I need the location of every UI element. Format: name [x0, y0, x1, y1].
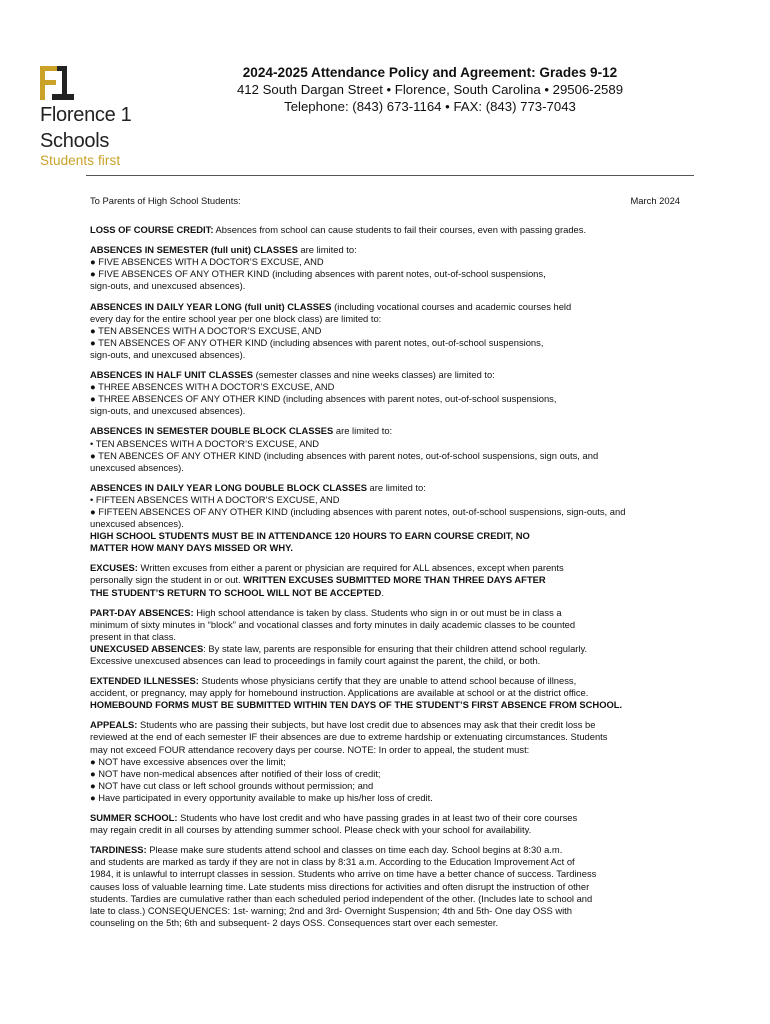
section-heading: UNEXCUSED ABSENCES [90, 642, 204, 654]
section-line: unexcused absences). [90, 461, 184, 473]
section-text: : By state law, parents are responsible for ensuring that their children attend school regularly. [203, 642, 588, 654]
section-heading: ABSENCES IN DAILY YEAR LONG DOUBLE BLOCK CLASSES [90, 481, 367, 493]
section-heading: ABSENCES IN DAILY YEAR LONG (full unit) CLASSES [90, 300, 332, 312]
section-heading: ABSENCES IN SEMESTER (full unit) CLASSES [90, 244, 298, 256]
section-line: ● THREE ABSENCES WITH A DOCTOR’S EXCUSE, AND [90, 381, 335, 393]
section-half-unit [90, 369, 680, 417]
section-line: every day for the entire school year per one block class) are limited to: [90, 312, 382, 324]
section-excuses [90, 562, 680, 598]
section-line: ● TEN ABENCES OF ANY OTHER KIND (including absences with parent notes, out-of-school suspensions, sign outs, and [90, 449, 599, 461]
section-line: late to class.) CONSEQUENCES: 1st- warning; 2nd and 3rd- Overnight Suspension; 4th and 5th- One day OSS with [90, 904, 573, 916]
section-part-day [90, 607, 680, 667]
section-line: reviewed at the end of each semester IF their absences are due to extreme hardship or extenuating circumstances. Students [90, 731, 608, 743]
policy-body [90, 195, 680, 929]
section-text: personally sign the student in or out. [90, 574, 244, 586]
section-text: Students who are passing their subjects, but have lost credit due to absences may ask that their credit loss be [137, 719, 596, 731]
section-line: present in that class. [90, 630, 176, 642]
section-line: ● THREE ABSENCES OF ANY OTHER KIND (including absences with parent notes, out-of-school suspensions, [90, 393, 557, 405]
section-summer-school [90, 812, 680, 836]
section-text: Absences from school can cause students to fail their courses, even with passing grades. [213, 224, 587, 236]
attendance-hours-notice: HIGH SCHOOL STUDENTS MUST BE IN ATTENDANCE 120 HOURS TO EARN COURSE CREDIT, NO [90, 530, 530, 542]
school-phone: Telephone: (843) 673-1164 • FAX: (843) 773-7043 [284, 99, 576, 114]
section-text: . [381, 586, 384, 598]
header-divider [86, 175, 694, 176]
excuse-deadline-notice: THE STUDENT’S RETURN TO SCHOOL WILL NOT BE ACCEPTED [90, 586, 382, 598]
section-text: Students who have lost credit and who have passing grades in at least two of their core courses [177, 812, 578, 824]
section-heading: APPEALS: [90, 719, 138, 731]
appeal-condition: ● Have participated in every opportunity available to make up his/her loss of credit. [90, 791, 433, 803]
section-line: Excessive unexcused absences can lead to proceedings in family court against the parent, the child, or both. [90, 655, 541, 666]
section-intro: (semester classes and nine weeks classes) are limited to: [253, 369, 495, 381]
document-title: 2024-2025 Attendance Policy and Agreement: Grades 9-12 [242, 65, 618, 80]
section-line: students. Tardies are cumulative rather than each scheduled period independent of the other. (Includes late to school and [90, 892, 593, 904]
appeal-condition: ● NOT have cut class or left school grounds without permission; and [90, 779, 374, 791]
section-line: ● TEN ABSENCES WITH A DOCTOR’S EXCUSE, AND [90, 324, 322, 336]
section-heading: TARDINESS: [90, 844, 147, 856]
section-line: and students are marked as tardy if they are not in class by 8:31 a.m. According to the Education Improvement Act of [90, 856, 575, 868]
section-line: • FIFTEEN ABSENCES WITH A DOCTOR’S EXCUSE, AND [90, 493, 340, 505]
section-heading: EXTENDED ILLNESSES: [90, 675, 199, 687]
appeal-condition: ● NOT have non-medical absences after notified of their loss of credit; [90, 767, 381, 779]
section-text: Students whose physicians certify that they are unable to attend school because of illness, [198, 675, 577, 687]
section-heading: EXCUSES: [90, 562, 138, 574]
section-line: ● FIVE ABSENCES WITH A DOCTOR’S EXCUSE, AND [90, 256, 324, 268]
section-line: ● FIVE ABSENCES OF ANY OTHER KIND (including absences with parent notes, out-of-school suspensions, [90, 268, 546, 280]
section-heading: ABSENCES IN HALF UNIT CLASSES [90, 369, 254, 381]
excuse-deadline-notice: WRITTEN EXCUSES SUBMITTED MORE THAN THREE DAYS AFTER [243, 574, 546, 586]
logo-name-line2: Schools [40, 130, 110, 152]
section-line: may not exceed FOUR attendance recovery days per course. NOTE: In order to appeal, the student must: [90, 743, 530, 755]
section-intro: are limited to: [297, 244, 357, 256]
section-appeals [90, 719, 680, 804]
appeal-condition: ● NOT have excessive absences over the limit; [90, 755, 286, 767]
section-intro: (including vocational courses and academic courses held [331, 300, 572, 312]
section-line: causes loss of valuable learning time. Late students miss directions for activities and often disrupt the instruction of other [90, 880, 590, 892]
section-intro: are limited to: [366, 481, 426, 493]
section-extended-illnesses [90, 675, 680, 711]
florence-one-logo-icon [40, 66, 74, 100]
section-line: ● FIFTEEN ABSENCES OF ANY OTHER KIND (including absences with parent notes, out-of-school suspensions, sign-outs, and [90, 505, 626, 517]
section-line: • TEN ABSENCES WITH A DOCTOR’S EXCUSE, AND [90, 437, 320, 449]
district-logo [40, 66, 150, 168]
homebound-notice: HOMEBOUND FORMS MUST BE SUBMITTED WITHIN TEN DAYS OF THE STUDENT’S FIRST ABSENCE FROM SCHOOL. [90, 699, 623, 711]
section-daily-double-block [90, 482, 680, 555]
attendance-hours-notice: MATTER HOW MANY DAYS MISSED OR WHY. [90, 542, 293, 554]
section-line: sign-outs, and unexcused absences). [90, 348, 246, 360]
section-text: Please make sure students attend school and classes on time each day. School begins at 8:30 a.m. [146, 844, 563, 856]
section-semester-double-block [90, 425, 680, 473]
section-heading: SUMMER SCHOOL: [90, 812, 178, 824]
section-semester-classes [90, 244, 680, 292]
section-intro: are limited to: [333, 425, 393, 437]
section-line: sign-outs, and unexcused absences). [90, 405, 246, 417]
school-address: 412 South Dargan Street • Florence, South Carolina • 29506-2589 [236, 82, 624, 97]
letter-topline [90, 195, 680, 207]
letter-date: March 2024 [630, 195, 680, 206]
section-line: unexcused absences). [90, 518, 184, 530]
section-line: minimum of sixty minutes in “block” and vocational classes and forty minutes in daily academic classes to be counted [90, 618, 576, 630]
section-line: counseling on the 5th; 6th and subsequent- 2 days OSS. Consequences start over each semester. [90, 916, 499, 928]
section-line: sign-outs, and unexcused absences). [90, 280, 246, 292]
section-heading: ABSENCES IN SEMESTER DOUBLE BLOCK CLASSES [90, 425, 334, 437]
document-header [160, 64, 700, 115]
section-line: 1984, it is unlawful to interrupt classes in session. Students who arrive on time have a better chance of success. Tardiness [90, 868, 597, 880]
section-line: ● TEN ABSENCES OF ANY OTHER KIND (including absences with parent notes, out-of-school suspensions, [90, 336, 544, 348]
section-text: High school attendance is taken by class. Students who sign in or out must be in class a [193, 606, 562, 618]
logo-tagline: Students first [40, 153, 121, 168]
section-line: may regain credit in all courses by attending summer school. Please check with your school for availability. [90, 824, 532, 836]
salutation: To Parents of High School Students: [90, 195, 241, 206]
section-loss-of-credit [90, 224, 680, 236]
section-daily-year-long [90, 301, 680, 361]
section-heading: LOSS OF COURSE CREDIT: [90, 224, 214, 236]
section-line: accident, or pregnancy, may apply for homebound instruction. Applications are available at school or at the district office. [90, 687, 589, 699]
section-tardiness [90, 844, 680, 929]
section-text: Written excuses from either a parent or physician are required for ALL absences, except when parents [137, 562, 564, 574]
section-heading: PART-DAY ABSENCES: [90, 606, 194, 618]
logo-name-line1: Florence 1 [40, 104, 132, 126]
